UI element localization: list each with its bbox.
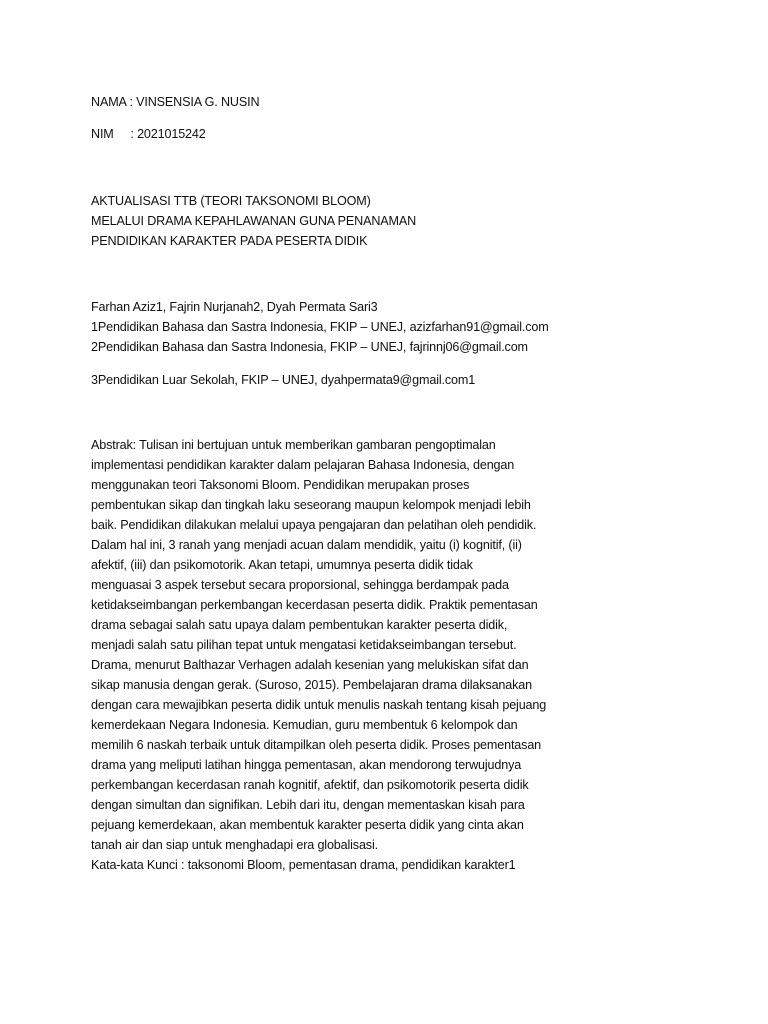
author-names: Farhan Aziz1, Fajrin Nurjanah2, Dyah Permata Sari3: [91, 300, 378, 314]
abstract-line: pejuang kemerdekaan, akan membentuk karakter peserta didik yang cinta akan: [91, 818, 524, 832]
abstract-line: dengan simultan dan signifikan. Lebih dari itu, dengan mementaskan kisah para: [91, 798, 525, 812]
abstract-line: implementasi pendidikan karakter dalam pelajaran Bahasa Indonesia, dengan: [91, 458, 515, 472]
keywords-line: Kata-kata Kunci : taksonomi Bloom, pementasan drama, pendidikan karakter1: [91, 858, 516, 872]
abstract-line: afektif, (iii) dan psikomotorik. Akan tetapi, umumnya peserta didik tidak: [91, 558, 473, 572]
abstract-line: drama yang meliputi latihan hingga pementasan, akan mendorong terwujudnya: [91, 758, 522, 772]
abstract-line: menjadi salah satu pilihan tepat untuk mengatasi ketidakseimbangan tersebut.: [91, 638, 517, 652]
student-nim: NIM : 2021015242: [91, 127, 206, 141]
abstract-line: drama sebagai salah satu upaya dalam pembentukan karakter peserta didik,: [91, 618, 508, 632]
abstract-line: ketidakseimbangan perkembangan kecerdasan peserta didik. Praktik pementasan: [91, 598, 538, 612]
abstract-line: kemerdekaan Negara Indonesia. Kemudian, guru membentuk 6 kelompok dan: [91, 718, 518, 732]
abstract-line: dengan cara mewajibkan peserta didik untuk menulis naskah tentang kisah pejuang: [91, 698, 547, 712]
author-affiliation-2: 2Pendidikan Bahasa dan Sastra Indonesia, FKIP – UNEJ, fajrinnj06@gmail.com: [91, 340, 528, 354]
abstract-line: tanah air dan siap untuk menghadapi era globalisasi.: [91, 838, 378, 852]
abstract-line: menguasai 3 aspek tersebut secara proporsional, sehingga berdampak pada: [91, 578, 509, 592]
paper-title-line-2: MELALUI DRAMA KEPAHLAWANAN GUNA PENANAMAN: [91, 214, 417, 228]
abstract-line: Abstrak: Tulisan ini bertujuan untuk memberikan gambaran pengoptimalan: [91, 438, 496, 452]
abstract-line: Drama, menurut Balthazar Verhagen adalah kesenian yang melukiskan sifat dan: [91, 658, 529, 672]
abstract-line: baik. Pendidikan dilakukan melalui upaya pengajaran dan pelatihan oleh pendidik.: [91, 518, 537, 532]
paper-title-line-1: AKTUALISASI TTB (TEORI TAKSONOMI BLOOM): [91, 194, 371, 208]
abstract-line: sikap manusia dengan gerak. (Suroso, 2015). Pembelajaran drama dilaksanakan: [91, 678, 532, 692]
abstract-line: pembentukan sikap dan tingkah laku seseorang maupun kelompok menjadi lebih: [91, 498, 531, 512]
abstract-line: perkembangan kecerdasan ranah kognitif, afektif, dan psikomotorik peserta didik: [91, 778, 529, 792]
student-name: NAMA : VINSENSIA G. NUSIN: [91, 95, 260, 109]
author-affiliation-1: 1Pendidikan Bahasa dan Sastra Indonesia, FKIP – UNEJ, azizfarhan91@gmail.com: [91, 320, 549, 334]
abstract-line: menggunakan teori Taksonomi Bloom. Pendidikan merupakan proses: [91, 478, 470, 492]
author-affiliation-3: 3Pendidikan Luar Sekolah, FKIP – UNEJ, dyahpermata9@gmail.com1: [91, 373, 476, 387]
abstract-line: memilih 6 naskah terbaik untuk ditampilkan oleh peserta didik. Proses pementasan: [91, 738, 542, 752]
abstract-line: Dalam hal ini, 3 ranah yang menjadi acuan dalam mendidik, yaitu (i) kognitif, (ii): [91, 538, 522, 552]
paper-title-line-3: PENDIDIKAN KARAKTER PADA PESERTA DIDIK: [91, 234, 368, 248]
